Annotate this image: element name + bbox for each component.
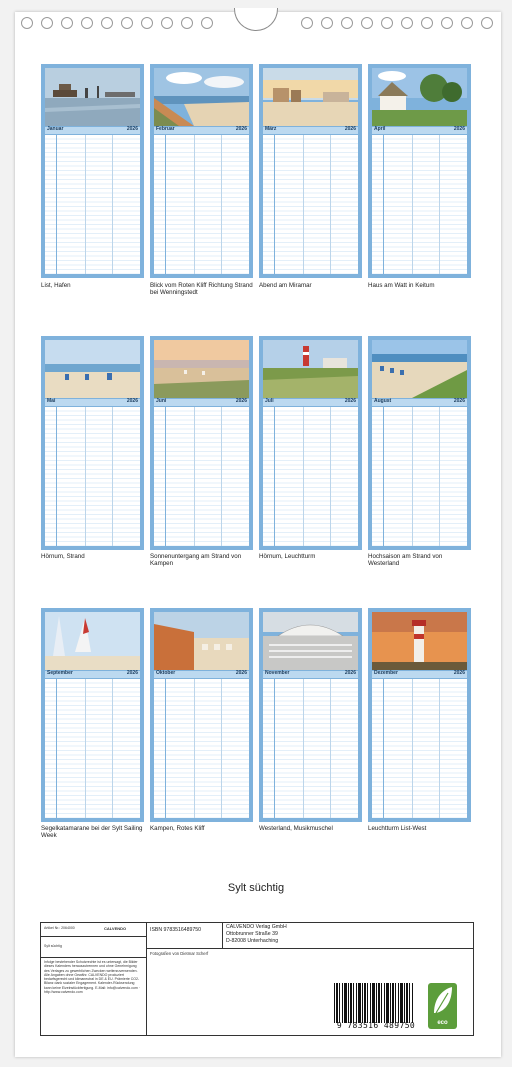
divider [222,922,223,948]
month-tile-november[interactable] [259,608,362,822]
month-caption: Hochsaison am Strand von Westerland [368,553,443,568]
planner-grid [263,135,358,274]
month-header [154,399,249,406]
month-year: 2026 [453,126,465,132]
month-photo [45,68,140,126]
planner-grid [154,407,249,546]
month-name: Februar [156,126,175,132]
divider [40,936,146,937]
month-photo [263,68,358,126]
eco-badge [428,983,457,1029]
month-year: 2026 [235,126,247,132]
divider [40,957,146,958]
month-photo [45,612,140,670]
month-name: Januar [47,126,64,132]
month-name: August [374,398,392,404]
planner-grid [154,135,249,274]
month-name: Dezember [374,670,398,676]
binding-hole [461,17,473,29]
month-name: Juli [265,398,274,404]
month-photo [154,68,249,126]
month-name: Mai [47,398,56,404]
month-name: Oktober [156,670,176,676]
month-year: 2026 [453,398,465,404]
month-year: 2026 [344,398,356,404]
month-photo [45,340,140,398]
planner-grid [263,407,358,546]
month-caption: Hörnum, Strand [41,553,85,560]
month-header [372,671,467,678]
binding-hole [341,17,353,29]
publisher-line-1: CALVENDO Verlag GmbH [226,924,287,930]
eco-label: eco [437,1020,448,1026]
binding-hole [21,17,33,29]
month-name: März [265,126,277,132]
month-tile-april[interactable] [368,64,471,278]
month-caption: Segelkatamarane bei der Sylt Sailing Week [41,825,143,840]
month-caption: Sonnenuntergang am Strand von Kampen [150,553,242,568]
publisher-line-2: Ottobrunner Straße 39 [226,931,278,937]
month-header [45,127,140,134]
month-tile-mai[interactable] [41,336,144,550]
month-header [372,127,467,134]
month-tile-maerz[interactable] [259,64,362,278]
month-caption: Kampen, Rotes Kliff [150,825,205,832]
month-year: 2026 [235,670,247,676]
month-tile-september[interactable] [41,608,144,822]
month-header [154,671,249,678]
binding-hole [181,17,193,29]
binding-hole [441,17,453,29]
binding-hole [161,17,173,29]
planner-grid [154,679,249,818]
binding-hole [61,17,73,29]
binding-hole [301,17,313,29]
month-tile-juli[interactable] [259,336,362,550]
binding-hole [381,17,393,29]
short-title: Sylt süchtig [44,944,62,948]
month-photo [372,340,467,398]
article-number: Artikel Nr.: 2064000 [44,926,75,930]
binding-hole [41,17,53,29]
month-photo [154,340,249,398]
publisher-line-3: D-82008 Unterhaching [226,938,279,944]
planner-grid [45,407,140,546]
month-tile-februar[interactable] [150,64,253,278]
barcode-digits: 9 783516 489750 [336,1021,416,1030]
leaf-icon [428,983,457,1019]
month-year: 2026 [344,126,356,132]
month-caption: Hörnum, Leuchtturm [259,553,316,560]
month-header [263,671,358,678]
month-header [45,671,140,678]
planner-grid [372,135,467,274]
month-tile-dezember[interactable] [368,608,471,822]
month-header [372,399,467,406]
planner-grid [372,679,467,818]
month-tile-juni[interactable] [150,336,253,550]
binding-hole [141,17,153,29]
binding-hole [321,17,333,29]
month-photo [263,340,358,398]
month-caption: Haus am Watt in Keitum [368,282,435,289]
month-tile-oktober[interactable] [150,608,253,822]
month-name: April [374,126,386,132]
month-tile-august[interactable] [368,336,471,550]
month-year: 2026 [453,670,465,676]
calendar-title: Sylt süchtig [227,882,285,894]
month-photo [372,68,467,126]
month-photo [154,612,249,670]
month-caption: List, Hafen [41,282,71,289]
month-caption: Westerland, Musikmuschel [259,825,333,832]
planner-grid [372,407,467,546]
binding-hole [121,17,133,29]
month-tile-januar[interactable] [41,64,144,278]
binding-hole [421,17,433,29]
month-photo [263,612,358,670]
ean-barcode [334,983,414,1023]
calvendo-logo: CALVENDO [104,926,127,931]
month-name: November [265,670,290,676]
month-caption: Leuchtturm List-West [368,825,427,832]
month-year: 2026 [344,670,356,676]
binding-hole [361,17,373,29]
binding-hole [201,17,213,29]
isbn: ISBN 9783516489750 [150,927,202,933]
month-caption: Abend am Miramar [259,282,312,289]
binding-hole [401,17,413,29]
month-year: 2026 [126,398,138,404]
month-name: September [47,670,73,676]
divider [146,948,473,949]
month-header [154,127,249,134]
month-name: Juni [156,398,167,404]
month-year: 2026 [235,398,247,404]
binding-hole [101,17,113,29]
month-header [263,127,358,134]
month-header [263,399,358,406]
planner-grid [45,679,140,818]
planner-grid [45,135,140,274]
legal-notice: Infolge bestehender Schutzrechte ist es untersagt, die Bilder dieses Kalenders herauszutrennen und ohne Genehmigung des Verlages zu gewerblichen Zwecken weiterzuverwenden. Alle Angaben ohne Gewähr. CALVENDO produziert bedarfsgerecht und klimaneutral in DE & EU. Prämierte CO2-Bilanz dank sozialer Engagement. Kalender-Rücksendung kann keine Eizelnstückfertigung. E-Mail: info@calvendo.com · http://www.calvendo.com [44,960,140,995]
binding-hole [481,17,493,29]
month-caption: Blick vom Roten Kliff Richtung Strand bei Wenningstedt [150,282,253,297]
divider [146,922,147,1035]
month-year: 2026 [126,670,138,676]
photographer-credit: Fotografien von Dietmar Scherf [150,951,209,956]
month-header [45,399,140,406]
binding-hole [81,17,93,29]
month-year: 2026 [126,126,138,132]
month-photo [372,612,467,670]
planner-grid [263,679,358,818]
